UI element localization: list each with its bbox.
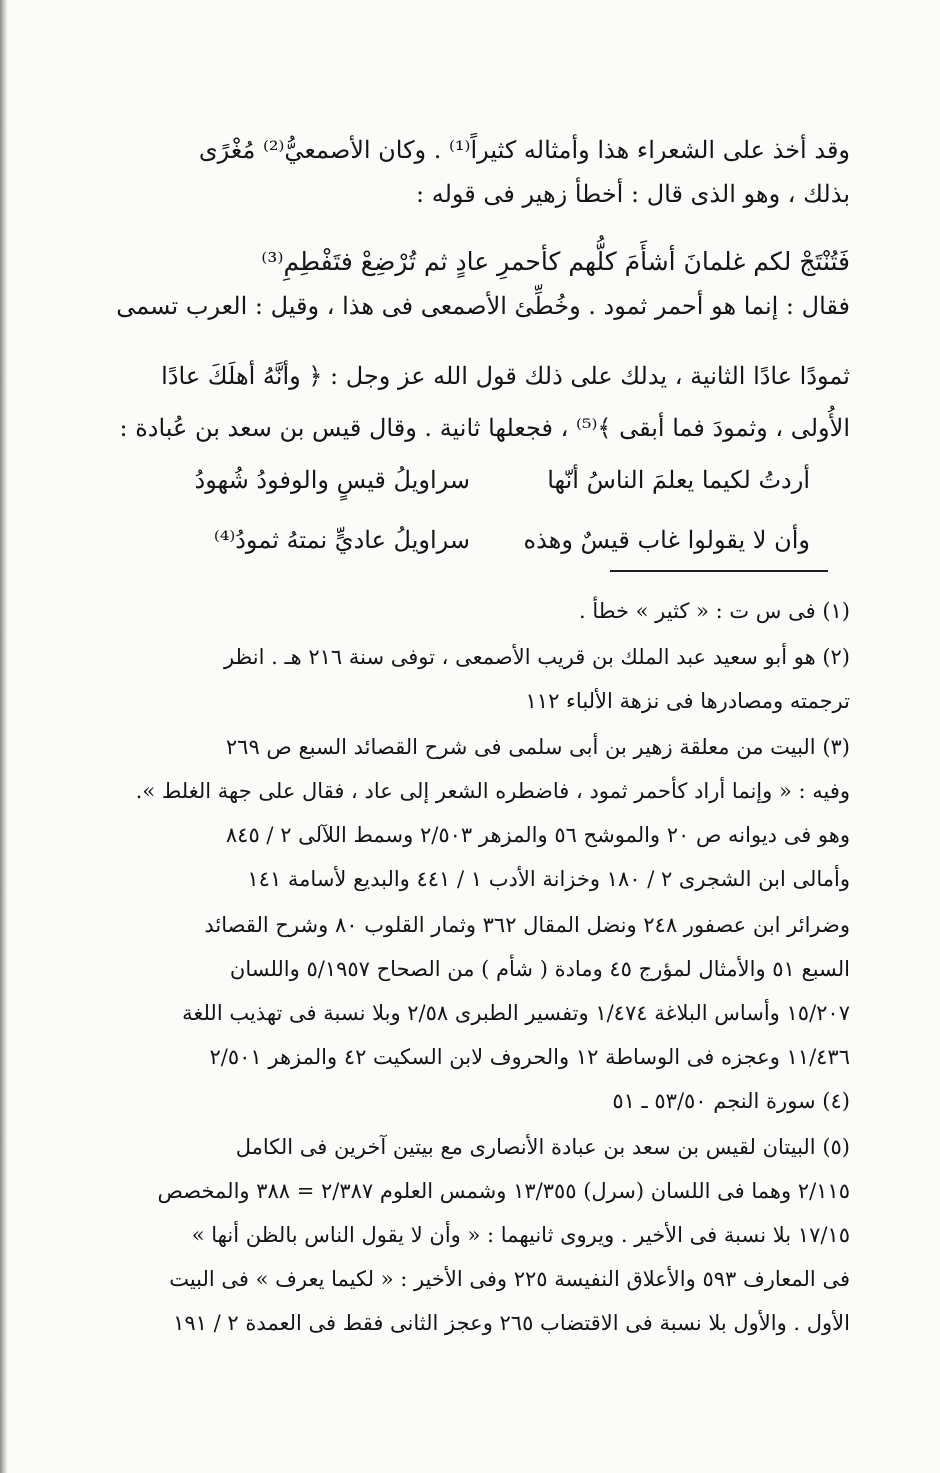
- footnote-line: وضرائر ابن عصفور ٢٤٨ ونضل المقال ٣٦٢ وثمار القلوب ٨٠ وشرح القصائد: [204, 913, 850, 937]
- verse-1-second-hemistich: سراويلُ قيسٍ والوفودُ شُهودُ: [194, 466, 470, 494]
- footnote-line: (٥) البيتان لقيس بن سعد بن عبادة الأنصارى مع بيتين آخرين فى الكامل: [235, 1135, 850, 1159]
- footnote-line: (٢) هو أبو سعيد عبد الملك بن قريب الأصمعى ، توفى سنة ٢١٦ هـ . انظر: [223, 645, 850, 669]
- footnote-line: (٤) سورة النجم ٥٣/٥٠ ـ ٥١: [612, 1089, 850, 1113]
- body-line: ثمودًا عادًا الثانية ، يدلك على ذلك قول الله عز وجل : ﴿ وأنَّهُ أهلَكَ عادًا: [161, 362, 850, 390]
- footnote-line: (٣) البيت من معلقة زهير بن أبى سلمى فى شرح القصائد السبع ص ٢٦٩: [225, 735, 850, 759]
- footnote-line: وأمالى ابن الشجرى ٢ / ١٨٠ وخزانة الأدب ١ / ٤٤١ والبديع لأسامة ١٤١: [247, 867, 850, 891]
- footnote-line: فى المعارف ٥٩٣ والأعلاق النفيسة ٢٢٥ وفى الأخير : « لكيما يعرف » فى البيت: [169, 1267, 850, 1291]
- footnote-line: ترجمته ومصادرها فى نزهة الألباء ١١٢: [525, 689, 850, 713]
- body-line: وقد أخذ على الشعراء هذا وأمثاله كثيراً⁽¹⁾ . وكان الأصمعيُّ⁽²⁾ مُغْرًى: [198, 136, 850, 164]
- page-edge-shadow: [0, 0, 8, 1473]
- footnote-line: وفيه : « وإنما أراد كأحمر ثمود ، فاضطره الشعر إلى عاد ، فقال على جهة الغلط ».: [135, 779, 850, 803]
- footnote-line: ١١/٤٣٦ وعجزه فى الوساطة ١٢ والحروف لابن السكيت ٤٢ والمزهر ٢/٥٠١: [209, 1045, 850, 1069]
- verse-1-first-hemistich: أردتُ لكيما يعلمَ الناسُ أنّها: [547, 466, 810, 494]
- verse-line-centered: فَتُنْتَجْ لكم غلمانَ أشأَمَ كلُّهم كأحمرِ عادٍ ثم تُرْضِعْ فتَفْطِمِ⁽³⁾: [261, 247, 850, 276]
- footnote-line: ١٥/٢٠٧ وأساس البلاغة ١/٤٧٤ وتفسير الطبرى ٢/٥٨ وبلا نسبة فى تهذيب اللغة: [182, 1001, 850, 1025]
- footnote-line: ٢/١١٥ وهما فى اللسان (سرل) ١٣/٣٥٥ وشمس العلوم ٢/٣٨٧ = ٣٨٨ والمخصص: [157, 1179, 850, 1203]
- footnote-line: السبع ٥١ والأمثال لمؤرج ٤٥ ومادة ( شأم ) من الصحاح ٥/١٩٥٧ واللسان: [229, 957, 850, 981]
- footnote-line: ١٧/١٥ بلا نسبة فى الأخير . ويروى ثانيهما : « وأن لا يقول الناس بالظن أنها »: [191, 1223, 850, 1247]
- verse-2-second-hemistich: سراويلُ عاديٍّ نمتهُ ثمودُ⁽⁴⁾: [213, 526, 470, 554]
- footnote-line: وهو فى ديوانه ص ٢٠ والموشح ٥٦ والمزهر ٢/٥٠٣ وسمط اللآلى ٢ / ٨٤٥: [225, 823, 850, 847]
- footnote-line: (١) فى س ت : « كثير » خطأ .: [578, 599, 850, 623]
- footnote-separator: [610, 570, 828, 572]
- body-line: بذلك ، وهو الذى قال : أخطأ زهير فى قوله :: [415, 180, 850, 208]
- footnote-line: الأول . والأول بلا نسبة فى الاقتضاب ٢٦٥ وعجز الثانى فقط فى العمدة ٢ / ١٩١: [173, 1311, 850, 1335]
- verse-2-first-hemistich: وأن لا يقولوا غاب قيسٌ وهذه: [523, 526, 810, 554]
- body-line: الأُولى ، وثمودَ فما أبقى ﴾⁽⁵⁾ ، فجعلها ثانية . وقال قيس بن سعد بن عُبادة :: [119, 414, 850, 442]
- body-line: فقال : إنما هو أحمر ثمود . وخُطِّئ الأصمعى فى هذا ، وقيل : العرب تسمى: [116, 292, 850, 320]
